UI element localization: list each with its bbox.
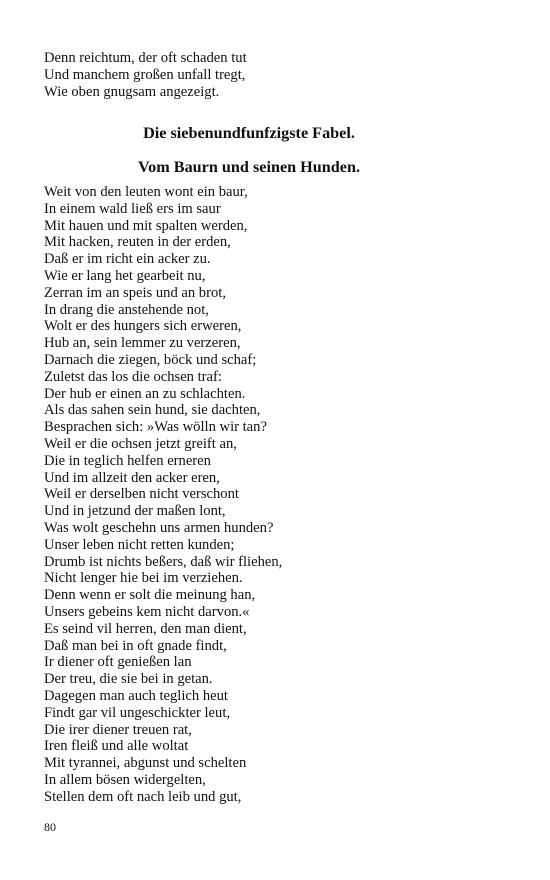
verse-line: Der treu, die sie bei in getan.: [44, 671, 213, 688]
verse-line: Findt gar vil ungeschickter leut,: [44, 704, 231, 721]
verse-line: Es seind vil herren, den man dient,: [44, 620, 247, 637]
verse-line: Und in jetzund der maßen lont,: [44, 503, 226, 520]
fable-number-heading: Die siebenundfunfzigste Fabel.: [143, 124, 355, 142]
verse-line: Als das sahen sein hund, sie dachten,: [44, 402, 261, 419]
verse-line: Daß man bei in oft gnade findt,: [44, 637, 227, 654]
verse-line: Und im allzeit den acker eren,: [44, 469, 220, 486]
verse-line: Denn reichtum, der oft schaden tut: [44, 50, 247, 66]
verse-line: Was wolt geschehn uns armen hunden?: [44, 519, 274, 536]
verse-line: Weil er die ochsen jetzt greift an,: [44, 435, 237, 452]
verse-line: Unsers gebeins kem nicht darvon.«: [44, 603, 250, 620]
verse-line: Nicht lenger hie bei im verziehen.: [44, 570, 243, 587]
verse-line: Unser leben nicht retten kunden;: [44, 536, 235, 553]
fable-title-heading: Vom Baurn und seinen Hunden.: [137, 158, 361, 176]
verse-line: Der hub er einen an zu schlachten.: [44, 385, 246, 402]
page-number: 80: [44, 820, 56, 834]
verse-line: In allem bösen widergelten,: [44, 771, 206, 788]
verse-line: Daß er im richt ein acker zu.: [44, 251, 211, 268]
verse-line: Und manchem großen unfall tregt,: [44, 66, 246, 83]
verse-line: Denn wenn er solt die meinung han,: [44, 587, 256, 604]
verse-line: Wolt er des hungers sich erweren,: [44, 318, 242, 335]
verse-line: Iren fleiß und alle woltat: [44, 738, 189, 755]
verse-line: In drang die anstehende not,: [44, 301, 209, 318]
verse-line: Besprachen sich: »Was wölln wir tan?: [44, 419, 267, 436]
verse-line: Ir diener oft genießen lan: [44, 654, 192, 671]
fable-verse: [44, 184, 282, 805]
verse-line: Stellen dem oft nach leib und gut,: [44, 788, 242, 805]
verse-line: Mit hauen und mit spalten werden,: [44, 217, 248, 234]
verse-line: Hub an, sein lemmer zu verzeren,: [44, 335, 241, 352]
verse-line: Mit hacken, reuten in der erden,: [44, 234, 231, 251]
verse-line: Weit von den leuten wont ein baur,: [44, 184, 248, 200]
verse-line: Mit tyrannei, abgunst und schelten: [44, 755, 247, 772]
verse-line: Die irer diener treuen rat,: [44, 721, 192, 738]
verse-line: Darnach die ziegen, böck und schaf;: [44, 351, 257, 368]
verse-line: Weil er derselben nicht verschont: [44, 486, 239, 503]
verse-line: Wie oben gnugsam angezeigt.: [44, 83, 220, 100]
verse-line: Wie er lang het gearbeit nu,: [44, 267, 206, 284]
verse-line: Die in teglich helfen erneren: [44, 452, 211, 469]
verse-line: Drumb ist nichts beßers, daß wir fliehen,: [44, 553, 283, 570]
verse-line: In einem wald ließ ers im saur: [44, 200, 221, 217]
verse-line: Zerran im an speis und an brot,: [44, 284, 226, 301]
intro-verse: [44, 50, 247, 100]
verse-line: Zuletst das los die ochsen traf:: [44, 368, 222, 385]
verse-line: Dagegen man auch teglich heut: [44, 687, 228, 704]
